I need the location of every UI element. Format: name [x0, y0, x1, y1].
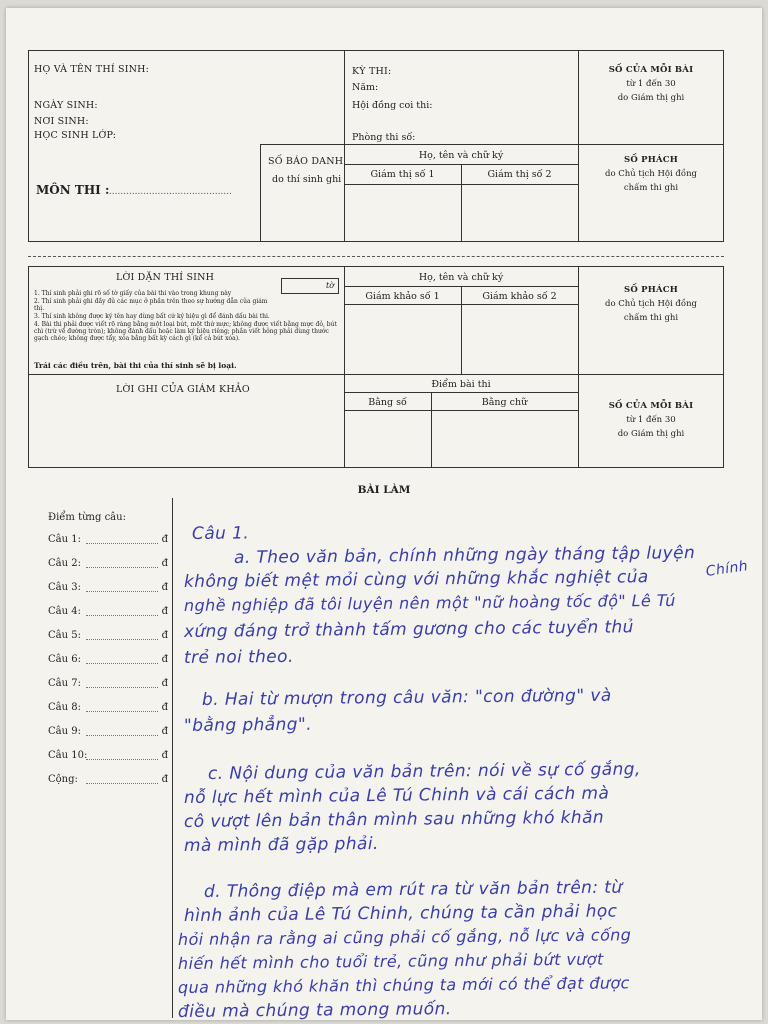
score-dots[interactable]: [86, 783, 158, 784]
label-so-cua-moi-bai-sub2: do Giám thị ghi: [617, 93, 685, 103]
hw-line: Câu 1.: [191, 523, 250, 544]
score-dots[interactable]: [86, 615, 158, 616]
exam-sheet: [6, 8, 762, 1020]
hw-line: hỏi nhận ra rằng ai cũng phải cố gắng, nỗ lực và cống: [177, 925, 632, 949]
score-unit: đ: [161, 702, 168, 713]
diem-tung-cau: Điểm từng câu:: [48, 512, 126, 523]
label-loi-dan: LỜI DẶN THÍ SINH: [116, 272, 215, 283]
hw-line: trẻ noi theo.: [183, 646, 294, 668]
score-unit: đ: [161, 654, 168, 665]
label-so-phach-2-sub2: chấm thi ghi: [623, 313, 679, 323]
label-to: tờ: [326, 281, 335, 290]
score-row: [48, 582, 168, 593]
score-unit: đ: [161, 630, 168, 641]
score-dots[interactable]: [86, 735, 158, 736]
score-label: Câu 1:: [48, 534, 81, 545]
label-so-cua-moi-bai-2: SỐ CỦA MỖI BÀI: [608, 401, 694, 411]
label-so-phach-sub2: chấm thi ghi: [623, 183, 679, 193]
hw-line: "bằng phẳng".: [183, 714, 313, 736]
score-unit: đ: [161, 534, 168, 545]
score-label: Cộng:: [48, 774, 78, 785]
score-unit: đ: [161, 582, 168, 593]
score-row: [48, 534, 168, 545]
label-loi-ghi: LỜI GHI CỦA GIÁM KHẢO: [116, 384, 250, 395]
score-row: [48, 726, 168, 737]
label-giam-khao-2: Giám khảo số 2: [482, 291, 557, 302]
score-dots[interactable]: [86, 663, 158, 664]
label-nam: Năm:: [352, 82, 379, 93]
label-giam-khao-1: Giám khảo số 1: [365, 291, 440, 302]
margin-line: [172, 498, 173, 1018]
score-unit: đ: [161, 558, 168, 569]
label-hoi-dong: Hội đồng coi thi:: [352, 100, 433, 111]
label-diem-bai-thi: Điểm bài thi: [431, 379, 491, 390]
label-ky-thi: KỲ THI:: [352, 66, 392, 77]
score-label: Câu 10:: [48, 750, 88, 761]
hw-line: điều mà chúng ta mong muốn.: [177, 999, 452, 1022]
score-dots[interactable]: [86, 759, 158, 760]
score-row: [48, 702, 168, 713]
rule-2: 2. Thí sinh phải ghi đầy đủ các mục ở phần trên theo sự hướng dẫn của giám thị.: [34, 298, 268, 313]
label-ho-ten-chu-ky-2: Họ, tên và chữ ký: [418, 272, 504, 283]
label-bang-chu: Bằng chữ: [481, 397, 528, 408]
score-dots[interactable]: [86, 591, 158, 592]
label-so-cua-moi-bai: SỐ CỦA MỖI BÀI: [608, 65, 694, 75]
score-unit: đ: [161, 726, 168, 737]
label-ho-ten: HỌ VÀ TÊN THÍ SINH:: [34, 64, 150, 75]
label-so-bao-danh: SỐ BÁO DANH: [268, 156, 344, 167]
hw-line: c. Nội dung của văn bản trên: nói về sự cố gắng,: [207, 759, 641, 784]
hw-line: không biết mệt mỏi cùng với những khắc nghiệt của: [183, 567, 649, 592]
label-giam-thi-2: Giám thị số 2: [487, 169, 552, 180]
score-label: Câu 6:: [48, 654, 81, 665]
label-phong-thi: Phòng thi số:: [352, 132, 416, 143]
score-dots[interactable]: [86, 543, 158, 544]
label-so-phach-2: SỐ PHÁCH: [624, 285, 678, 295]
hw-line: nỗ lực hết mình của Lê Tú Chinh và cái cách mà: [183, 783, 610, 808]
score-unit: đ: [161, 606, 168, 617]
label-so-cua-moi-bai-sub1: từ 1 đến 30: [626, 79, 676, 89]
score-unit: đ: [161, 678, 168, 689]
score-row: [48, 750, 168, 761]
score-row: [48, 678, 168, 689]
score-unit: đ: [161, 750, 168, 761]
hw-line: cô vượt lên bản thân mình sau những khó khăn: [183, 807, 605, 832]
hw-line: mà mình đã gặp phải.: [183, 833, 379, 856]
hw-line: a. Theo văn bản, chính những ngày tháng tập luyện: [233, 543, 696, 568]
hw-line: b. Hai từ mượn trong câu văn: "con đường" và: [201, 685, 612, 710]
bai-lam-title: BÀI LÀM: [357, 484, 411, 496]
label-so-cua-moi-bai-2-sub1: từ 1 đến 30: [626, 415, 676, 425]
score-dots[interactable]: [86, 711, 158, 712]
rule-4: 4. Bài thi phải được viết rõ ràng bằng một loại bút, một thứ mực; không được viết bằng mực đỏ, bút chì (trừ vẽ đường tròn); không đánh dấu hoặc làm ký hiệu riêng; phần viết hỏng phải dùng thước gạch chéo; không được tẩy, xóa bằng bất kỳ cách gì (kể cả bút xóa).: [34, 321, 337, 343]
label-giam-thi-1: Giám thị số 1: [370, 169, 435, 180]
score-label: Câu 9:: [48, 726, 81, 737]
label-mon-thi: MÔN THI :: [36, 183, 110, 197]
score-dots[interactable]: [86, 687, 158, 688]
score-row: [48, 774, 168, 785]
label-hoc-sinh-lop: HỌC SINH LỚP:: [34, 130, 117, 141]
score-label: Câu 3:: [48, 582, 81, 593]
score-label: Câu 7:: [48, 678, 81, 689]
score-row: [48, 606, 168, 617]
score-label: Câu 8:: [48, 702, 81, 713]
label-so-cua-moi-bai-2-sub2: do Giám thị ghi: [617, 429, 685, 439]
label-ngay-sinh: NGÀY SINH:: [34, 100, 98, 111]
label-bang-so: Bằng số: [368, 397, 407, 408]
label-so-phach-2-sub1: do Chủ tịch Hội đồng: [605, 299, 697, 309]
score-dots[interactable]: [86, 567, 158, 568]
score-row: [48, 654, 168, 665]
label-so-bao-danh-sub: do thí sinh ghi: [272, 174, 342, 185]
hw-line: hiến hết mình cho tuổi trẻ, cũng như phải bứt vượt: [177, 949, 604, 973]
hw-line: d. Thông điệp mà em rút ra từ văn bản trên: từ: [203, 877, 623, 902]
warning: Trái các điều trên, bài thi của thí sinh sẽ bị loại.: [34, 361, 237, 370]
mon-thi-dots: ............................................: [106, 187, 232, 197]
label-noi-sinh: NƠI SINH:: [34, 116, 89, 127]
hw-line: Chính: [704, 558, 749, 580]
hw-line: hình ảnh của Lê Tú Chinh, chúng ta cần phải học: [183, 901, 618, 926]
label-so-phach-sub1: do Chủ tịch Hội đồng: [605, 169, 697, 179]
hw-line: nghề nghiệp đã tôi luyện nên một "nữ hoàng tốc độ" Lê Tú: [183, 590, 676, 615]
score-unit: đ: [161, 774, 168, 785]
score-label: Câu 4:: [48, 606, 81, 617]
score-label: Câu 2:: [48, 558, 81, 569]
label-so-phach: SỐ PHÁCH: [624, 155, 678, 165]
label-ho-ten-chu-ky: Họ, tên và chữ ký: [418, 150, 504, 161]
hw-line: qua những khó khăn thì chúng ta mới có thể đạt được: [177, 973, 630, 997]
score-dots[interactable]: [86, 639, 158, 640]
score-row: [48, 630, 168, 641]
rule-1: 1. Thí sinh phải ghi rõ số tờ giấy của bài thi vào trong khung này: [34, 290, 232, 297]
score-row: [48, 558, 168, 569]
hw-line: xứng đáng trở thành tấm gương cho các tuyển thủ: [183, 617, 634, 642]
rule-3: 3. Thí sinh không được ký tên hay dùng bất cứ ký hiệu gì để đánh dấu bài thi.: [34, 313, 270, 320]
cut-line: [28, 256, 724, 257]
score-label: Câu 5:: [48, 630, 81, 641]
